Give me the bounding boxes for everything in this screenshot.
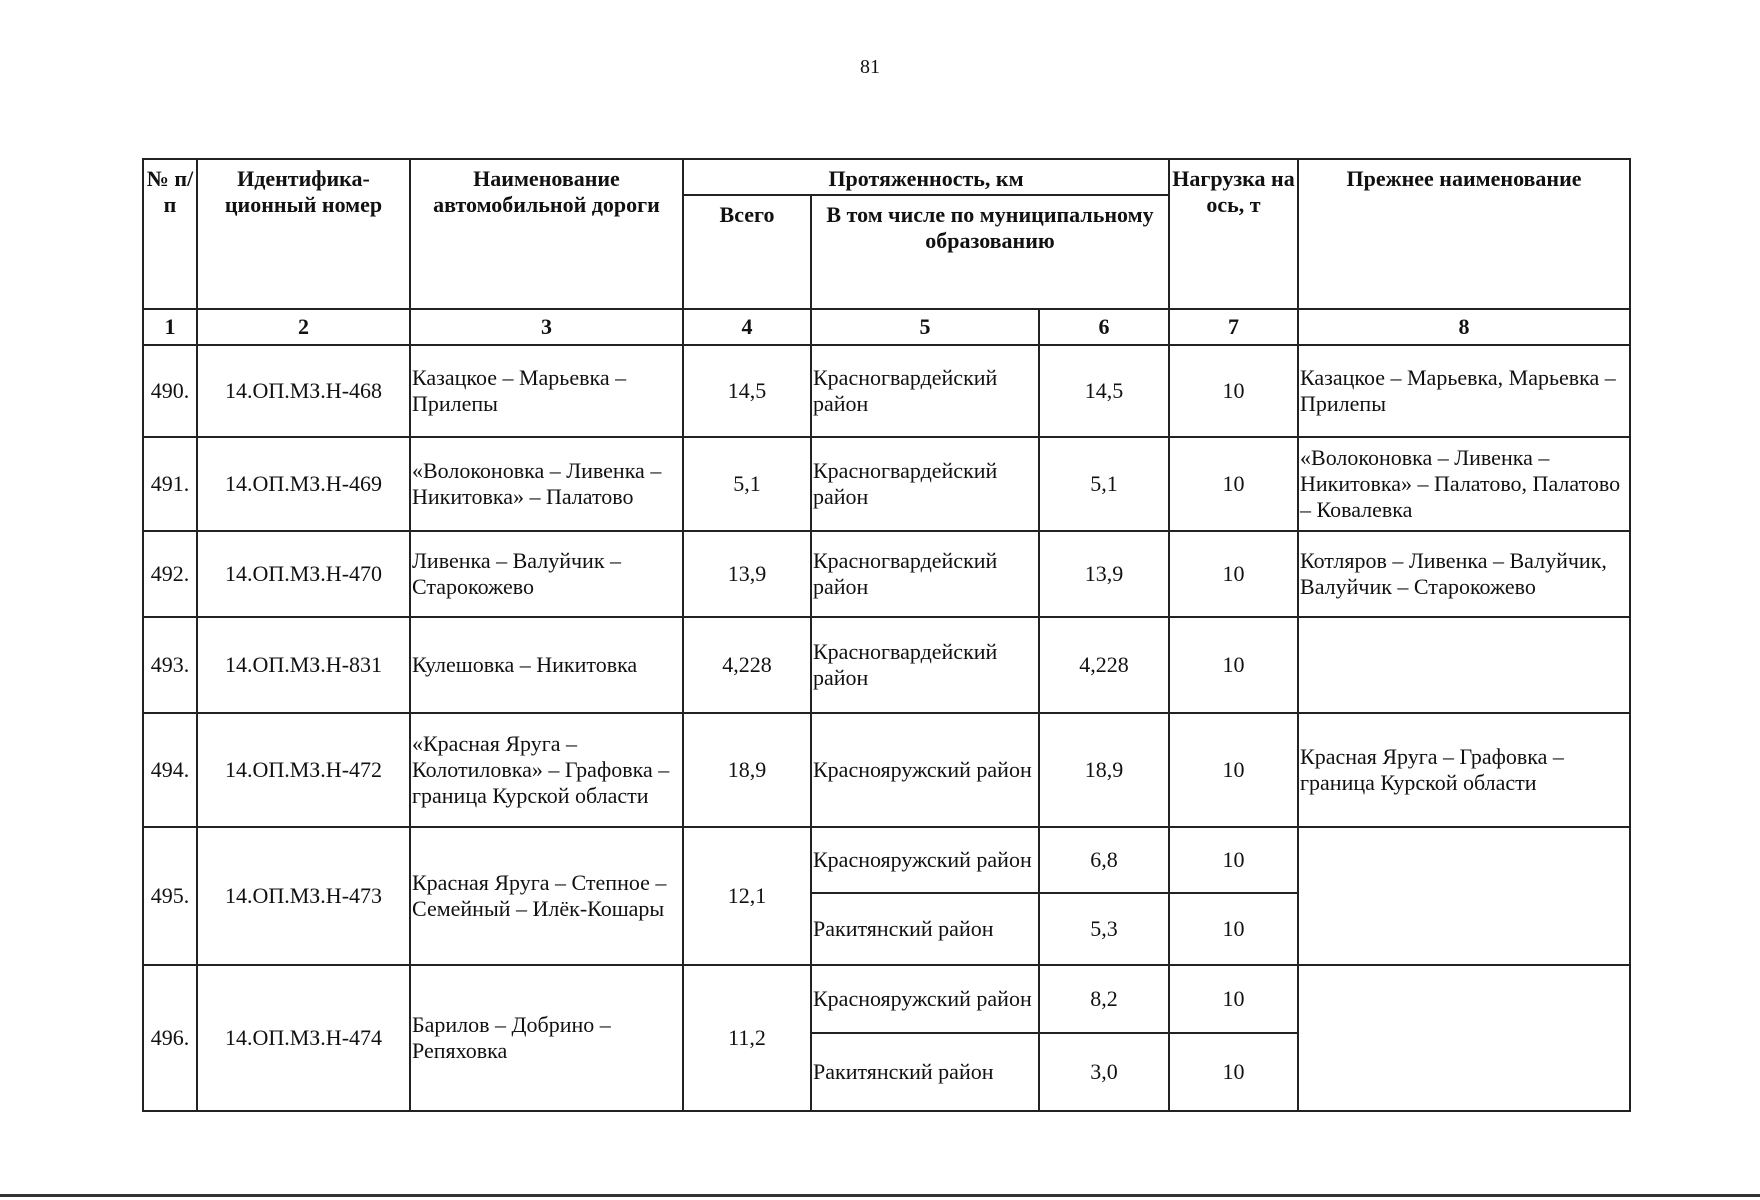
former-name: Красная Яруга – Графовка – граница Курской области	[1298, 713, 1630, 827]
column-number: 1	[143, 309, 197, 345]
segment-length: 3,0	[1039, 1033, 1169, 1111]
segment-length: 13,9	[1039, 531, 1169, 617]
axle-load: 10	[1169, 617, 1298, 713]
header-length: Протяженность, км	[683, 159, 1169, 195]
axle-load: 10	[1169, 437, 1298, 531]
former-name	[1298, 827, 1630, 965]
segment-length: 5,1	[1039, 437, 1169, 531]
municipality: Ракитянский район	[811, 893, 1039, 965]
table-row	[143, 531, 1630, 617]
table-row	[143, 827, 1630, 893]
table-row	[143, 617, 1630, 713]
roads-table	[142, 158, 1631, 1112]
table-row	[143, 437, 1630, 531]
row-number: 494.	[143, 713, 197, 827]
road-name: «Красная Яруга – Колотиловка» – Графовка – граница Курской области	[410, 713, 683, 827]
row-number: 491.	[143, 437, 197, 531]
axle-load: 10	[1169, 1033, 1298, 1111]
row-number: 492.	[143, 531, 197, 617]
segment-length: 8,2	[1039, 965, 1169, 1033]
column-number: 3	[410, 309, 683, 345]
road-id: 14.ОП.МЗ.Н-831	[197, 617, 410, 713]
segment-length: 18,9	[1039, 713, 1169, 827]
column-number: 8	[1298, 309, 1630, 345]
former-name	[1298, 617, 1630, 713]
axle-load: 10	[1169, 827, 1298, 893]
municipality: Ракитянский район	[811, 1033, 1039, 1111]
table-header	[143, 159, 1630, 309]
axle-load: 10	[1169, 345, 1298, 437]
municipality: Краснояружский район	[811, 827, 1039, 893]
former-name: «Волоконовка – Ливенка – Никитовка» – Палатово, Палатово – Ковалевка	[1298, 437, 1630, 531]
former-name	[1298, 965, 1630, 1111]
page-bottom-rule	[0, 1194, 1760, 1197]
municipality: Красногвардейский район	[811, 345, 1039, 437]
road-id: 14.ОП.МЗ.Н-473	[197, 827, 410, 965]
total-length: 14,5	[683, 345, 811, 437]
column-number: 4	[683, 309, 811, 345]
municipality: Красногвардейский район	[811, 437, 1039, 531]
header-by-municipality: В том числе по муниципальному образованию	[811, 195, 1169, 309]
page-number: 81	[860, 56, 880, 78]
road-name: Казацкое – Марьевка – Прилепы	[410, 345, 683, 437]
total-length: 11,2	[683, 965, 811, 1111]
row-number: 490.	[143, 345, 197, 437]
road-name: «Волоконовка – Ливенка – Никитовка» – Палатово	[410, 437, 683, 531]
column-number: 7	[1169, 309, 1298, 345]
table-row	[143, 965, 1630, 1033]
table-row	[143, 713, 1630, 827]
axle-load: 10	[1169, 893, 1298, 965]
header-num: № п/п	[143, 159, 197, 309]
table-row	[143, 345, 1630, 437]
road-id: 14.ОП.МЗ.Н-470	[197, 531, 410, 617]
road-id: 14.ОП.МЗ.Н-468	[197, 345, 410, 437]
header-axle-load: Нагрузка на ось, т	[1169, 159, 1298, 309]
municipality: Красногвардейский район	[811, 617, 1039, 713]
total-length: 4,228	[683, 617, 811, 713]
former-name: Котляров – Ливенка – Валуйчик, Валуйчик – Старокожево	[1298, 531, 1630, 617]
column-number: 5	[811, 309, 1039, 345]
axle-load: 10	[1169, 713, 1298, 827]
road-name: Красная Яруга – Степное – Семейный – Илёк-Кошары	[410, 827, 683, 965]
row-number: 495.	[143, 827, 197, 965]
table-body	[143, 309, 1630, 1111]
total-length: 5,1	[683, 437, 811, 531]
road-id: 14.ОП.МЗ.Н-474	[197, 965, 410, 1111]
municipality: Краснояружский район	[811, 965, 1039, 1033]
header-road-name: Наименование автомобильной дороги	[410, 159, 683, 309]
column-number: 6	[1039, 309, 1169, 345]
row-number: 493.	[143, 617, 197, 713]
segment-length: 14,5	[1039, 345, 1169, 437]
segment-length: 6,8	[1039, 827, 1169, 893]
road-id: 14.ОП.МЗ.Н-469	[197, 437, 410, 531]
road-name: Ливенка – Валуйчик – Старокожево	[410, 531, 683, 617]
former-name: Казацкое – Марьевка, Марьевка – Прилепы	[1298, 345, 1630, 437]
axle-load: 10	[1169, 531, 1298, 617]
municipality: Краснояружский район	[811, 713, 1039, 827]
road-name: Кулешовка – Никитовка	[410, 617, 683, 713]
total-length: 13,9	[683, 531, 811, 617]
total-length: 18,9	[683, 713, 811, 827]
road-name: Барилов – Добрино – Репяховка	[410, 965, 683, 1111]
axle-load: 10	[1169, 965, 1298, 1033]
column-number-row	[143, 309, 1630, 345]
header-total: Всего	[683, 195, 811, 309]
total-length: 12,1	[683, 827, 811, 965]
column-number: 2	[197, 309, 410, 345]
segment-length: 5,3	[1039, 893, 1169, 965]
road-id: 14.ОП.МЗ.Н-472	[197, 713, 410, 827]
municipality: Красногвардейский район	[811, 531, 1039, 617]
row-number: 496.	[143, 965, 197, 1111]
header-id: Идентифика-ционный номер	[197, 159, 410, 309]
header-former-name: Прежнее наименование	[1298, 159, 1630, 309]
segment-length: 4,228	[1039, 617, 1169, 713]
